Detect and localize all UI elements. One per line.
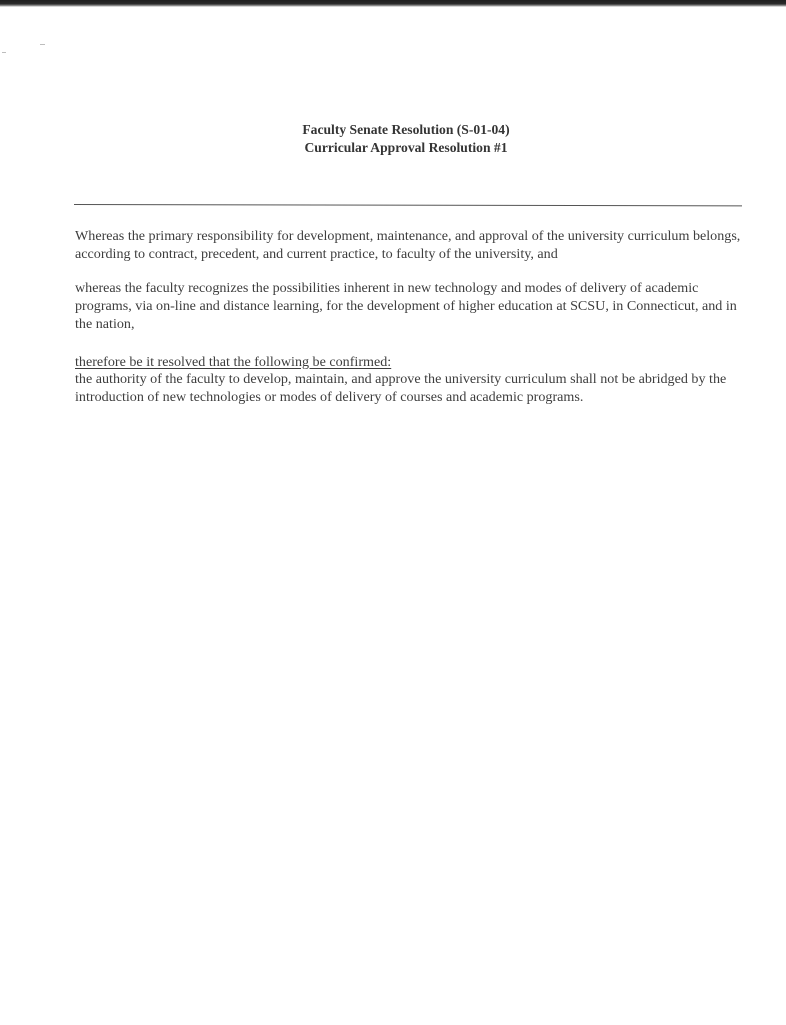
document-title — [0, 121, 786, 157]
scan-edge — [0, 0, 786, 7]
document-body — [75, 228, 747, 407]
whereas-paragraph-1: Whereas the primary responsibility for development, maintenance, and approval of the university curriculum belongs, according to contract, precedent, and current practice, to faculty of the university, and — [75, 228, 741, 262]
horizontal-rule — [74, 204, 742, 206]
title-line-resolution-number: Faculty Senate Resolution (S-01-04) — [302, 122, 510, 137]
resolved-text: the authority of the faculty to develop, maintain, and approve the university curriculum shall not be abridged by the introduction of new technologies or modes of delivery of courses and academic programs. — [75, 371, 727, 405]
title-line-resolution-name: Curricular Approval Resolution #1 — [304, 140, 508, 155]
scan-speck — [2, 52, 6, 53]
resolved-heading: therefore be it resolved that the following be confirmed: — [75, 353, 392, 370]
resolved-section — [75, 354, 747, 407]
scan-speck — [40, 44, 45, 45]
whereas-paragraph-2: whereas the faculty recognizes the possibilities inherent in new technology and modes of delivery of academic programs, via on-line and distance learning, for the development of higher education at SCSU, in Connecticut, and in the nation, — [75, 280, 737, 332]
